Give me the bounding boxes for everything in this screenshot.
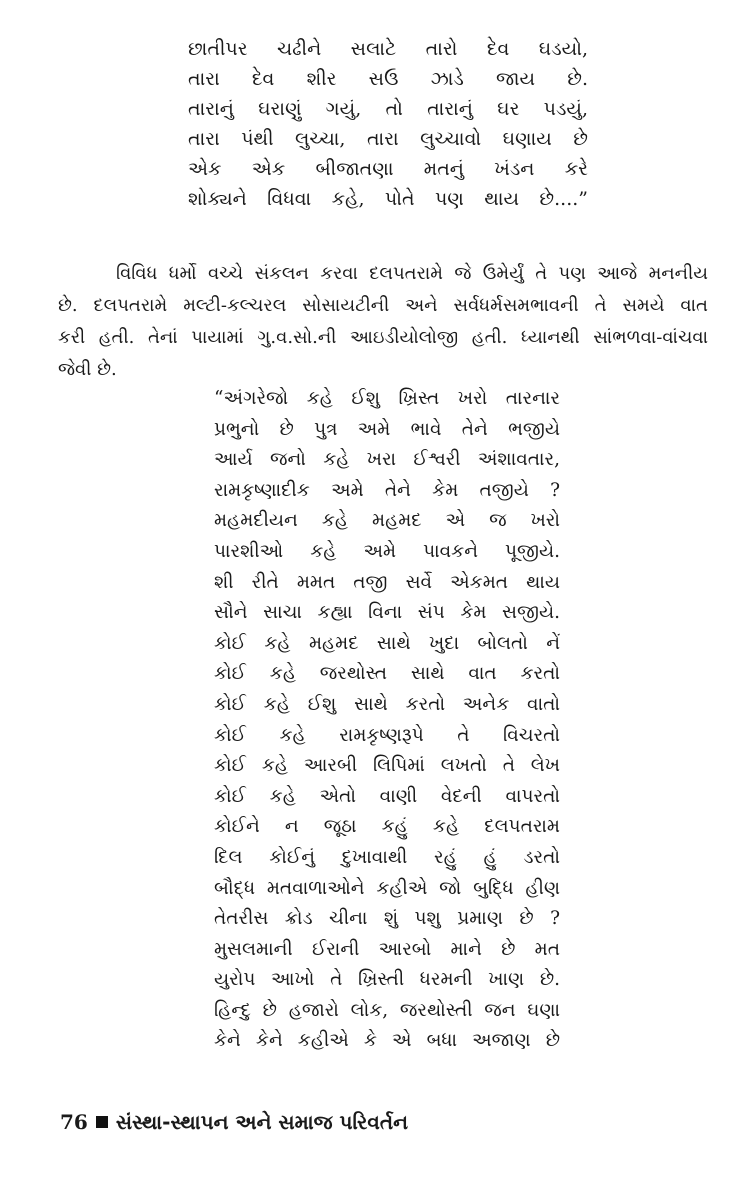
verse-line: પારશીઓ કહે અમે પાવકને પૂજીયે. bbox=[214, 540, 560, 562]
verse-line: કોઈ કહે મહમદ સાથે ખુદા બોલતો નેં bbox=[214, 632, 560, 654]
verse-line: દિલ કોઈનું દુખાવાથી રહું હું ડરતો bbox=[214, 846, 560, 868]
verse-line: યુરોપ આખો તે ખ્રિસ્તી ધરમની ખાણ છે. bbox=[214, 969, 560, 991]
verse-line: “અંગરેજો કહે ઈશુ ખ્રિસ્ત ખરો તારનાર bbox=[214, 388, 560, 409]
opening-verse bbox=[188, 34, 588, 214]
verse-line: શોક્યને વિધવા કહે, પોતે પણ થાય છે....” bbox=[188, 188, 588, 210]
verse-line: કોઈ કહે આરબી લિપિમાં લખતો તે લેખ bbox=[214, 755, 560, 777]
verse-line: એક એક બીજાતણા મતનું ખંડન કરે bbox=[188, 158, 588, 180]
verse-line: કોઈને ન જૂઠા કહું કહે દલપતરામ bbox=[214, 816, 560, 838]
verse-line: તેતરીસ ક્રોડ ચીના શું પશુ પ્રમાણ છે ? bbox=[214, 908, 560, 930]
verse-line: બૌદ્ધ મતવાળાઓને કહીએ જો બુદ્ધિ હીણ bbox=[214, 877, 560, 899]
verse-line: છાતીપર ચઢીને સલાટે તારો દેવ ઘડયો, bbox=[188, 38, 588, 60]
verse-line: કોઈ કહે ઈશુ સાથે કરતો અનેક વાતો bbox=[214, 693, 560, 715]
book-title: સંસ્થા-સ્થાપન અને સમાજ પરિવર્તન bbox=[115, 1110, 408, 1134]
verse-line: કોઈ કહે રામકૃષ્ણરૂપે તે વિચરતો bbox=[214, 724, 560, 746]
dalpatram-verse bbox=[214, 384, 560, 1057]
verse-line: રામકૃષ્ણાદીક અમે તેને કેમ તજીયે ? bbox=[214, 479, 560, 501]
verse-line: તારા દેવ શીર સઉ ઝાડે જાય છે. bbox=[188, 68, 588, 90]
page-footer bbox=[60, 1104, 408, 1140]
verse-line: મહમદીયન કહે મહમદ એ જ ખરો bbox=[214, 510, 560, 532]
verse-line: આર્ય જનો કહે ખરા ઈશ્વરી અંશાવતાર, bbox=[214, 449, 560, 471]
paragraph-line: છે. દલપતરામે મલ્ટી-કલ્ચરલ સોસાયટીની અને સર્વધર્મસમભાવની તે સમયે વાત bbox=[58, 295, 708, 316]
verse-line: મુસલમાની ઈરાની આરબો માને છે મત bbox=[214, 938, 560, 960]
verse-line: સૌને સાચા કહ્યા વિના સંપ કેમ સજીયે. bbox=[214, 602, 560, 624]
page-number: 76 bbox=[60, 1110, 88, 1134]
verse-line: પ્રભુનો છે પુત્ર અમે ભાવે તેને ભજીયે bbox=[214, 418, 560, 440]
body-paragraph bbox=[58, 258, 708, 386]
verse-line: કોઈ કહે એતો વાણી વેદની વાપરતો bbox=[214, 785, 560, 807]
verse-line: તારા પંથી લુચ્ચા, તારા લુચ્ચાવો ઘણાય છે bbox=[188, 128, 588, 150]
verse-line: તારાનું ઘરાણું ગયું, તો તારાનું ઘર પડયું, bbox=[188, 98, 588, 120]
verse-line: શી રીતે મમત તજી સર્વે એકમત થાય bbox=[214, 571, 560, 593]
paragraph-line: જેવી છે. bbox=[58, 359, 117, 380]
verse-line: કોઈ કહે જરથોસ્ત સાથે વાત કરતો bbox=[214, 663, 560, 685]
square-bullet-icon bbox=[96, 1116, 108, 1128]
verse-line: કેને કેને કહીએ કે એ બધા અજાણ છે bbox=[214, 1030, 560, 1052]
verse-line: હિન્દુ છે હજારો લોક, જરથોસ્તી જન ઘણા bbox=[214, 999, 560, 1021]
paragraph-line: વિવિધ ધર્મો વચ્ચે સંકલન કરવા દલપતરામે જે ઉમેર્યું તે પણ આજે મનનીય bbox=[116, 263, 708, 284]
paragraph-line: કરી હતી. તેનાં પાયામાં ગુ.વ.સો.ની આઇડીયોલોજી હતી. ધ્યાનથી સાંભળવા-વાંચવા bbox=[58, 327, 708, 348]
